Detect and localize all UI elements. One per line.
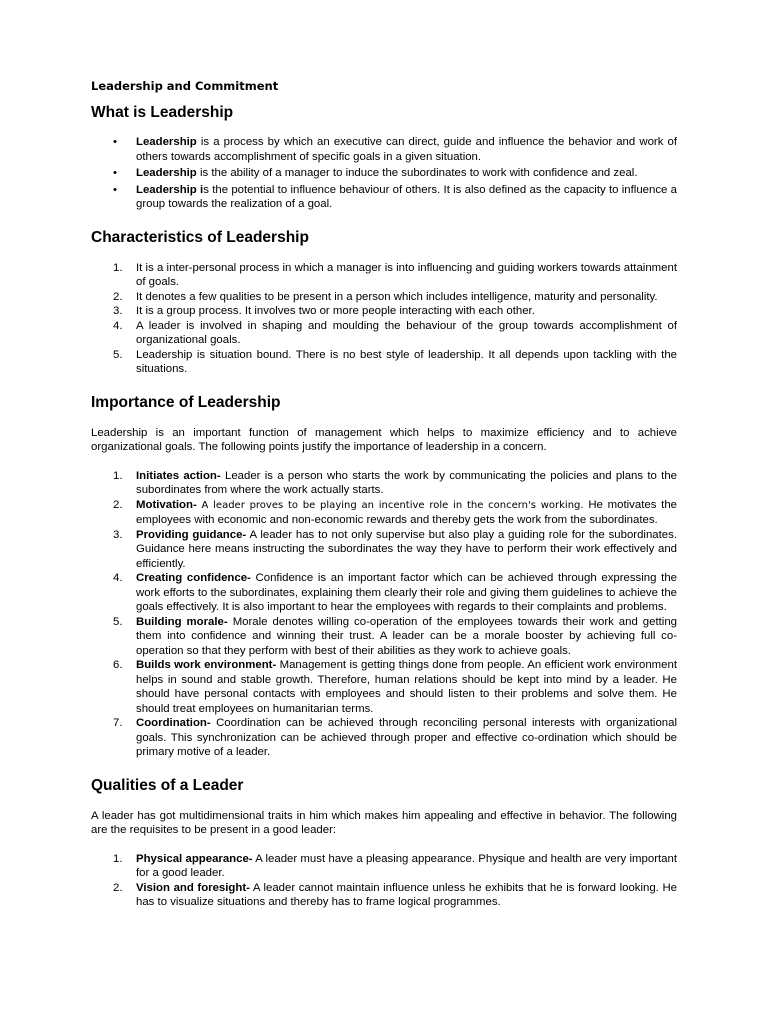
item-lead: Building morale- — [136, 615, 228, 628]
item-number: 4. — [113, 319, 123, 332]
item-number: 3. — [113, 305, 123, 317]
item-text: Management is getting things done from people. An efficient work environment helps in sound and stable growth. Therefore, human relations should be kept into mind by a leader. He should have personal contacts with employees and should listen to their problems and solve them. He should treat employees on humanitarian terms. — [136, 659, 677, 715]
section-heading-characteristics: Characteristics of Leadership — [91, 228, 309, 246]
importance-list — [91, 469, 677, 760]
list-item — [91, 881, 677, 910]
list-item — [91, 261, 677, 290]
item-number: 5. — [113, 348, 123, 361]
item-text: Leader is a person who starts the work by communicating the policies and plans to the subordinates from where the work actually starts. — [136, 469, 677, 496]
list-item — [91, 166, 677, 181]
item-text: A leader must have a pleasing appearance. Physique and health are very important for a good leader. — [136, 852, 677, 879]
list-item — [91, 716, 677, 760]
item-text: Confidence is an important factor which can be achieved through expressing the work efforts to the subordinates, explaining them clearly their role and giving them guidelines to achieve the goals effectively. It is also important to hear the employees with regards to their complaints and problems. — [136, 572, 677, 613]
item-text: Coordination can be achieved through reconciling personal interests with organizational goals. This synchronization can be achieved through proper and effective co-ordination which should be primary motive of a leader. — [136, 717, 677, 758]
item-number: 5. — [113, 615, 123, 628]
characteristics-list — [91, 261, 677, 377]
item-text: He motivates the employees with economic and non-economic rewards and thereby gets the work from the subordinates. — [136, 498, 677, 526]
list-item — [91, 658, 677, 716]
leadership-definition-list — [91, 135, 677, 212]
item-text: It is a inter-personal process in which a manager is into influencing and guiding workers towards attainment of goals. — [136, 261, 677, 288]
section-heading-importance: Importance of Leadership — [91, 393, 281, 411]
item-lead: Leadership i — [136, 183, 204, 196]
list-item — [91, 528, 677, 572]
list-item — [91, 498, 677, 528]
importance-intro: Leadership is an important function of management which helps to maximize efficiency and to achieve organizational goals. The following points justify the importance of leadership in a concern. — [91, 426, 677, 453]
item-lead: Providing guidance- — [136, 528, 247, 541]
item-number: 7. — [113, 717, 123, 729]
item-lead: Coordination- — [136, 717, 211, 729]
item-text: is a process by which an executive can direct, guide and influence the behavior and work of others towards accomplishment of specific goals in a given situation. — [136, 136, 677, 163]
list-item — [91, 304, 677, 319]
section-heading-what-is-leadership: What is Leadership — [91, 104, 234, 121]
item-text: It is a group process. It involves two or more people interacting with each other. — [136, 305, 535, 317]
item-text-alt-font: A leader proves to be playing an incentive role in the concern's working. — [196, 499, 584, 511]
item-number: 6. — [113, 659, 123, 671]
document-body — [91, 78, 677, 910]
item-lead: Builds work environment- — [136, 659, 277, 671]
item-lead: Initiates action- — [136, 469, 221, 482]
list-item — [91, 852, 677, 881]
qualities-intro: A leader has got multidimensional traits in him which makes him appealing and effective in behavior. The following are the requisites to be present in a good leader: — [91, 809, 677, 836]
item-number: 3. — [113, 528, 123, 541]
qualities-list — [91, 852, 677, 910]
item-lead: Vision and foresight- — [136, 881, 250, 894]
item-text: It denotes a few qualities to be present in a person which includes intelligence, maturity and personality. — [136, 290, 658, 303]
item-text: A leader has to not only supervise but also play a guiding role for the subordinates. Guidance here means instructing the subordinates the way they have to perform their work effectively and efficiently. — [136, 528, 677, 570]
item-text: A leader is involved in shaping and moulding the behaviour of the group towards accomplishment of organizational goals. — [136, 319, 677, 346]
item-text: s the potential to influence behaviour of others. It is also defined as the capacity to influence a group towards the realization of a goal. — [136, 183, 677, 210]
document-title: Leadership and Commitment — [91, 79, 279, 93]
list-item — [91, 319, 677, 348]
item-lead: Leadership — [136, 136, 197, 148]
item-text: A leader cannot maintain influence unless he exhibits that he is forward looking. He has to visualize situations and thereby has to frame logical programmes. — [136, 881, 678, 908]
list-item — [91, 615, 677, 659]
item-lead: Motivation- — [136, 498, 197, 511]
item-text: is the ability of a manager to induce the subordinates to work with confidence and zeal. — [196, 167, 638, 179]
list-item — [91, 290, 677, 305]
item-number: 1. — [113, 261, 123, 274]
list-item — [91, 571, 677, 615]
item-text: Leadership is situation bound. There is no best style of leadership. It all depends upon tackling with the situations. — [136, 348, 677, 375]
item-number: 2. — [113, 498, 123, 511]
list-item — [91, 135, 677, 164]
item-text: Morale denotes willing co-operation of the employees towards their work and getting them into confidence and winning their trust. A leader can be a morale booster by achieving full co-operation so that they perform with best of their abilities as they work to achieve goals. — [136, 615, 677, 657]
section-heading-qualities: Qualities of a Leader — [91, 776, 244, 794]
item-lead: Creating confidence- — [136, 572, 251, 584]
item-number: 2. — [113, 881, 123, 894]
list-item — [91, 348, 677, 377]
item-lead: Leadership — [136, 167, 197, 179]
list-item — [91, 183, 677, 212]
item-lead: Physical appearance- — [136, 852, 253, 865]
item-number: 2. — [113, 290, 123, 303]
item-number: 1. — [113, 852, 123, 865]
item-number: 1. — [113, 469, 123, 482]
item-number: 4. — [113, 572, 123, 584]
list-item — [91, 469, 677, 498]
